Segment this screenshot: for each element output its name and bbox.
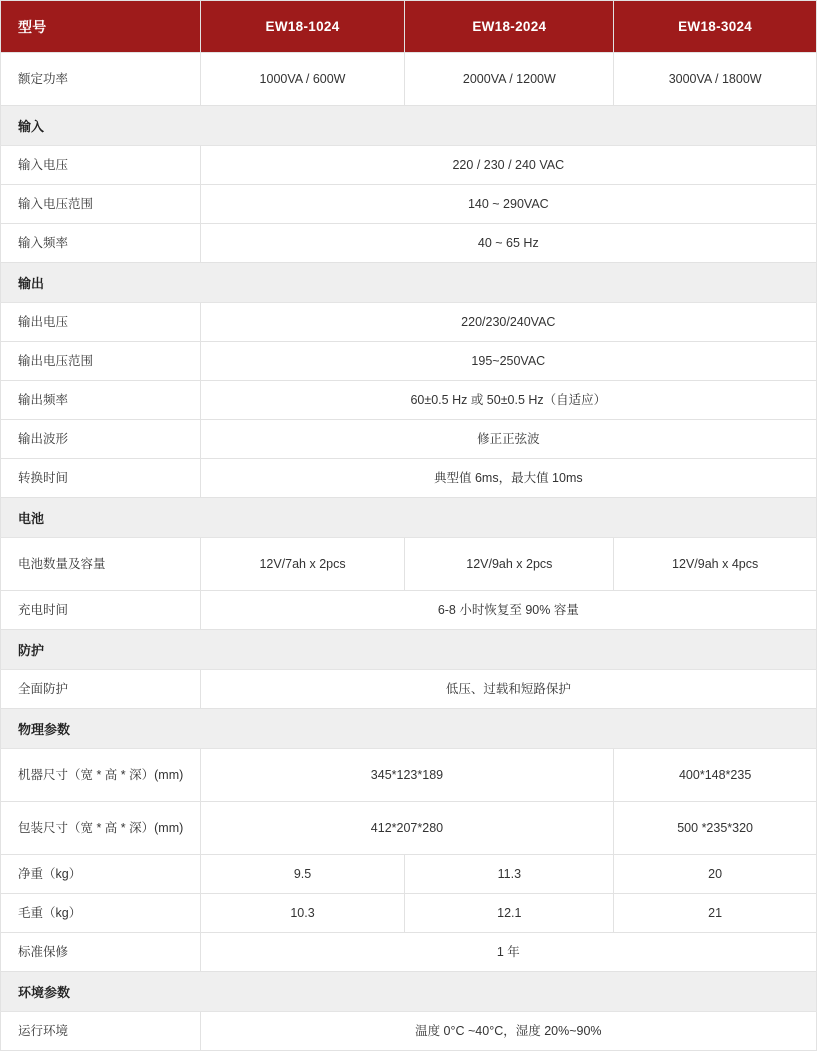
row-label: 净重（kg）: [1, 855, 201, 894]
row-label: 输入电压范围: [1, 185, 201, 224]
section-row: [1, 498, 817, 538]
row-value: 40 ~ 65 Hz: [200, 224, 816, 263]
row-value: 195~250VAC: [200, 342, 816, 381]
section-title: 环境参数: [1, 972, 817, 1012]
table-row: [1, 933, 817, 972]
section-row: [1, 263, 817, 303]
row-label: 输出波形: [1, 420, 201, 459]
row-value: 12.1: [405, 894, 614, 933]
table-header: [1, 1, 817, 53]
row-label: 输出电压范围: [1, 342, 201, 381]
table-row: [1, 591, 817, 630]
row-label: 输出频率: [1, 381, 201, 420]
section-title: 电池: [1, 498, 817, 538]
row-value: 1 年: [200, 933, 816, 972]
row-label: 标准保修: [1, 933, 201, 972]
table-row: [1, 53, 817, 106]
row-value: 21: [614, 894, 817, 933]
header-row: [1, 1, 817, 53]
row-value: 12V/9ah x 4pcs: [614, 538, 817, 591]
row-value: 220/230/240VAC: [200, 303, 816, 342]
row-value: 140 ~ 290VAC: [200, 185, 816, 224]
table-row: [1, 855, 817, 894]
row-label: 输出电压: [1, 303, 201, 342]
table-body: [1, 53, 817, 1051]
table-row: [1, 894, 817, 933]
row-value: 60±0.5 Hz 或 50±0.5 Hz（自适应）: [200, 381, 816, 420]
table-row: [1, 670, 817, 709]
section-row: [1, 972, 817, 1012]
section-title: 输入: [1, 106, 817, 146]
row-value: 12V/9ah x 2pcs: [405, 538, 614, 591]
table-row: [1, 303, 817, 342]
row-value: 400*148*235: [614, 749, 817, 802]
table-row: [1, 381, 817, 420]
table-row: [1, 420, 817, 459]
section-row: [1, 709, 817, 749]
table-row: [1, 146, 817, 185]
row-label: 毛重（kg）: [1, 894, 201, 933]
row-label: 转换时间: [1, 459, 201, 498]
section-title: 防护: [1, 630, 817, 670]
row-label: 包装尺寸（宽 * 高 * 深）(mm): [1, 802, 201, 855]
table-row: [1, 342, 817, 381]
row-value: 12V/7ah x 2pcs: [200, 538, 405, 591]
row-label: 输入频率: [1, 224, 201, 263]
header-model-3: EW18-3024: [614, 1, 817, 53]
table-row: [1, 224, 817, 263]
section-row: [1, 630, 817, 670]
header-model-2: EW18-2024: [405, 1, 614, 53]
row-value: 温度 0°C ~40°C，湿度 20%~90%: [200, 1012, 816, 1051]
table-row: [1, 538, 817, 591]
row-value: 220 / 230 / 240 VAC: [200, 146, 816, 185]
row-value: 9.5: [200, 855, 405, 894]
row-label: 机器尺寸（宽 * 高 * 深）(mm): [1, 749, 201, 802]
section-title: 输出: [1, 263, 817, 303]
header-label-cell: 型号: [1, 1, 201, 53]
row-label: 额定功率: [1, 53, 201, 106]
table-row: [1, 749, 817, 802]
table-row: [1, 185, 817, 224]
row-value: 1000VA / 600W: [200, 53, 405, 106]
row-label: 全面防护: [1, 670, 201, 709]
table-row: [1, 1012, 817, 1051]
row-value: 345*123*189: [200, 749, 614, 802]
row-label: 充电时间: [1, 591, 201, 630]
table-row: [1, 802, 817, 855]
row-value: 10.3: [200, 894, 405, 933]
row-value: 20: [614, 855, 817, 894]
row-value: 412*207*280: [200, 802, 614, 855]
row-value: 典型值 6ms，最大值 10ms: [200, 459, 816, 498]
row-value: 2000VA / 1200W: [405, 53, 614, 106]
header-model-1: EW18-1024: [200, 1, 405, 53]
row-value: 6-8 小时恢复至 90% 容量: [200, 591, 816, 630]
row-label: 电池数量及容量: [1, 538, 201, 591]
section-row: [1, 106, 817, 146]
row-label: 运行环境: [1, 1012, 201, 1051]
table-row: [1, 459, 817, 498]
row-value: 3000VA / 1800W: [614, 53, 817, 106]
row-value: 低压、过载和短路保护: [200, 670, 816, 709]
row-value: 500 *235*320: [614, 802, 817, 855]
row-value: 11.3: [405, 855, 614, 894]
row-label: 输入电压: [1, 146, 201, 185]
section-title: 物理参数: [1, 709, 817, 749]
row-value: 修正正弦波: [200, 420, 816, 459]
